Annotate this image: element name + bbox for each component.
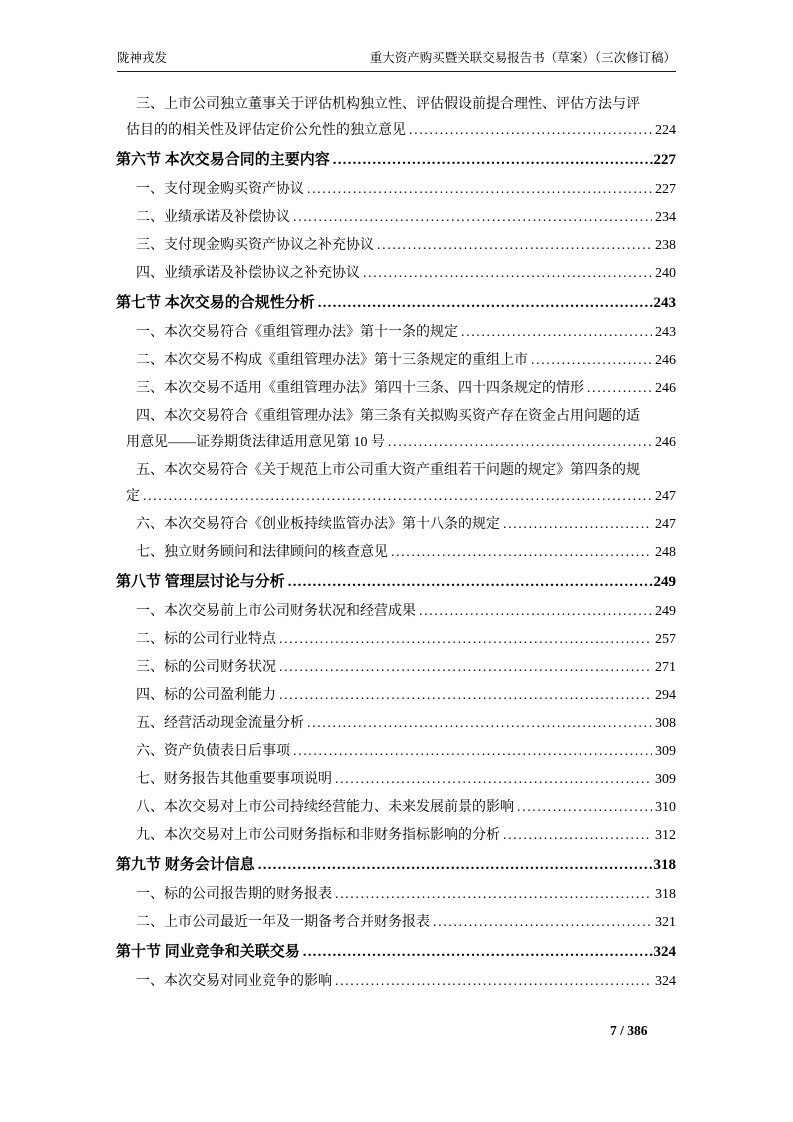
toc-page-number: 246 bbox=[655, 381, 676, 396]
toc-entry-line[interactable] bbox=[0, 512, 793, 538]
toc-entry-line[interactable] bbox=[0, 767, 793, 793]
toc-entry-line[interactable] bbox=[0, 118, 793, 144]
toc-page-number: 224 bbox=[655, 123, 676, 138]
toc-entry-line[interactable] bbox=[0, 261, 793, 287]
toc-page-number: 247 bbox=[655, 517, 676, 532]
toc-entry-text: 四、业绩承诺及补偿协议之补充协议 bbox=[136, 266, 360, 281]
toc-page-number: 240 bbox=[655, 266, 676, 281]
toc-section-heading[interactable] bbox=[0, 290, 793, 316]
toc-entry-text: 三、支付现金购买资产协议之补充协议 bbox=[136, 238, 374, 253]
toc-entry-text: 六、资产负债表日后事项 bbox=[136, 744, 290, 759]
toc-entry-line[interactable] bbox=[0, 882, 793, 908]
toc-entry-text: 五、本次交易符合《关于规范上市公司重大资产重组若干问题的规定》第四条的规 bbox=[136, 463, 640, 478]
toc-entry-line[interactable] bbox=[0, 739, 793, 765]
dot-leader bbox=[279, 683, 652, 709]
toc-page-number: 318 bbox=[655, 887, 676, 902]
header-company-name: 陇神戎发 bbox=[117, 51, 168, 65]
toc-page-number: 324 bbox=[653, 944, 676, 960]
dot-leader bbox=[143, 484, 652, 510]
toc-entry-text: 二、本次交易不构成《重组管理办法》第十三条规定的重组上市 bbox=[136, 353, 528, 368]
toc-page-number: 249 bbox=[655, 604, 676, 619]
dot-leader bbox=[517, 795, 652, 821]
toc-page-number: 271 bbox=[655, 660, 676, 675]
toc-page-number: 294 bbox=[655, 688, 676, 703]
toc-page-number: 243 bbox=[655, 325, 676, 340]
dot-leader bbox=[288, 569, 654, 595]
dot-leader bbox=[333, 147, 654, 173]
toc-entry-text: 一、本次交易符合《重组管理办法》第十一条的规定 bbox=[136, 325, 458, 340]
toc-entry-text: 八、本次交易对上市公司持续经营能力、未来发展前景的影响 bbox=[136, 800, 514, 815]
toc-entry-text: 二、标的公司行业特点 bbox=[136, 632, 276, 647]
toc-entry-text: 二、上市公司最近一年及一期备考合并财务报表 bbox=[136, 915, 430, 930]
dot-leader bbox=[318, 290, 654, 316]
toc-page-number: 246 bbox=[655, 435, 676, 450]
toc-entry-line[interactable] bbox=[0, 711, 793, 737]
toc-entry-text: 一、本次交易前上市公司财务状况和经营成果 bbox=[136, 604, 416, 619]
toc-page-number: 243 bbox=[653, 295, 676, 311]
dot-leader bbox=[279, 627, 652, 653]
toc-entry-text: 五、经营活动现金流量分析 bbox=[136, 716, 304, 731]
toc-section-heading[interactable] bbox=[0, 852, 793, 878]
toc-entry-text: 三、上市公司独立董事关于评估机构独立性、评估假设前提合理性、评估方法与评 bbox=[136, 97, 640, 112]
page-number-indicator: 7 / 386 bbox=[610, 1023, 648, 1038]
dot-leader bbox=[391, 540, 652, 566]
toc-entry-line[interactable] bbox=[0, 540, 793, 566]
toc-entry-text: 一、标的公司报告期的财务报表 bbox=[136, 887, 332, 902]
toc-entry-line[interactable] bbox=[0, 458, 793, 484]
toc-entry-text: 四、标的公司盈利能力 bbox=[136, 688, 276, 703]
toc-entry-line[interactable] bbox=[0, 430, 793, 456]
toc-page-number: 227 bbox=[653, 152, 676, 168]
toc-page-number: 257 bbox=[655, 632, 676, 647]
toc-entry-line[interactable] bbox=[0, 376, 793, 402]
dot-leader bbox=[503, 823, 652, 849]
toc-entry-line[interactable] bbox=[0, 205, 793, 231]
toc-entry-line[interactable] bbox=[0, 233, 793, 259]
dot-leader bbox=[279, 655, 652, 681]
dot-leader bbox=[419, 599, 652, 625]
dot-leader bbox=[363, 261, 652, 287]
toc-page-number: 308 bbox=[655, 716, 676, 731]
page-footer bbox=[610, 1022, 648, 1040]
toc-entry-text: 第十节 同业竞争和关联交易 bbox=[116, 944, 300, 960]
dot-leader bbox=[335, 969, 652, 995]
toc-page-number: 310 bbox=[655, 800, 676, 815]
page-header bbox=[117, 50, 676, 72]
header-report-title: 重大资产购买暨关联交易报告书（草案）（三次修订稿） bbox=[369, 51, 676, 65]
toc-entry-text: 三、标的公司财务状况 bbox=[136, 660, 276, 675]
toc-entry-line[interactable] bbox=[0, 910, 793, 936]
toc-entry-line[interactable] bbox=[0, 683, 793, 709]
dot-leader bbox=[461, 320, 652, 346]
dot-leader bbox=[377, 233, 652, 259]
toc-entry-text: 用意见——证券期货法律适用意见第 10 号 bbox=[126, 435, 385, 450]
dot-leader bbox=[587, 376, 652, 402]
toc-entry-line[interactable] bbox=[0, 404, 793, 430]
toc-page-number: 249 bbox=[653, 574, 676, 590]
toc-entry-text: 九、本次交易对上市公司财务指标和非财务指标影响的分析 bbox=[136, 828, 500, 843]
dot-leader bbox=[258, 852, 654, 878]
toc-page-number: 247 bbox=[655, 489, 676, 504]
dot-leader bbox=[307, 711, 652, 737]
toc-entry-text: 定 bbox=[126, 489, 140, 504]
toc-page-number: 246 bbox=[655, 353, 676, 368]
toc-entry-text: 第九节 财务会计信息 bbox=[116, 857, 255, 873]
toc-entry-line[interactable] bbox=[0, 177, 793, 203]
toc-page-number: 248 bbox=[655, 545, 676, 560]
toc-entry-text: 第七节 本次交易的合规性分析 bbox=[116, 295, 315, 311]
toc-entry-text: 三、本次交易不适用《重组管理办法》第四十三条、四十四条规定的情形 bbox=[136, 381, 584, 396]
toc-entry-text: 七、财务报告其他重要事项说明 bbox=[136, 772, 332, 787]
toc-page-number: 309 bbox=[655, 744, 676, 759]
toc-page-number: 312 bbox=[655, 828, 676, 843]
toc-entry-line[interactable] bbox=[0, 92, 793, 118]
dot-leader bbox=[433, 910, 652, 936]
toc-entry-text: 第八节 管理层讨论与分析 bbox=[116, 574, 285, 590]
dot-leader bbox=[335, 882, 652, 908]
toc-entry-text: 估目的的相关性及评估定价公允性的独立意见 bbox=[126, 123, 406, 138]
dot-leader bbox=[503, 512, 652, 538]
toc-entry-text: 第六节 本次交易合同的主要内容 bbox=[116, 152, 330, 168]
toc-entry-text: 一、本次交易对同业竞争的影响 bbox=[136, 974, 332, 989]
toc-page-number: 318 bbox=[653, 857, 676, 873]
toc-section-heading[interactable] bbox=[0, 939, 793, 965]
toc-entry-line[interactable] bbox=[0, 320, 793, 346]
dot-leader bbox=[303, 939, 654, 965]
dot-leader bbox=[388, 430, 652, 456]
dot-leader bbox=[335, 767, 652, 793]
toc-entry-line[interactable] bbox=[0, 484, 793, 510]
toc-entry-text: 一、支付现金购买资产协议 bbox=[136, 182, 304, 197]
toc-page-number: 238 bbox=[655, 238, 676, 253]
toc-section-heading[interactable] bbox=[0, 147, 793, 173]
dot-leader bbox=[531, 348, 652, 374]
dot-leader bbox=[293, 205, 652, 231]
toc-page-number: 324 bbox=[655, 974, 676, 989]
toc-page-number: 309 bbox=[655, 772, 676, 787]
toc-page-number: 234 bbox=[655, 210, 676, 225]
toc-page-number: 321 bbox=[655, 915, 676, 930]
toc-entry-line[interactable] bbox=[0, 348, 793, 374]
toc-entry-line[interactable] bbox=[0, 969, 793, 995]
dot-leader bbox=[307, 177, 652, 203]
toc-entry-line[interactable] bbox=[0, 823, 793, 849]
toc-section-heading[interactable] bbox=[0, 569, 793, 595]
toc-entry-line[interactable] bbox=[0, 627, 793, 653]
toc-entry-line[interactable] bbox=[0, 795, 793, 821]
toc-entry-text: 二、业绩承诺及补偿协议 bbox=[136, 210, 290, 225]
dot-leader bbox=[293, 739, 652, 765]
toc-page-number: 227 bbox=[655, 182, 676, 197]
dot-leader bbox=[409, 118, 652, 144]
toc-entry-text: 七、独立财务顾问和法律顾问的核查意见 bbox=[136, 545, 388, 560]
toc-entry-text: 四、本次交易符合《重组管理办法》第三条有关拟购买资产存在资金占用问题的适 bbox=[136, 409, 640, 424]
toc-entry-line[interactable] bbox=[0, 655, 793, 681]
toc-entry-text: 六、本次交易符合《创业板持续监管办法》第十八条的规定 bbox=[136, 517, 500, 532]
table-of-contents bbox=[0, 92, 793, 997]
toc-entry-line[interactable] bbox=[0, 599, 793, 625]
